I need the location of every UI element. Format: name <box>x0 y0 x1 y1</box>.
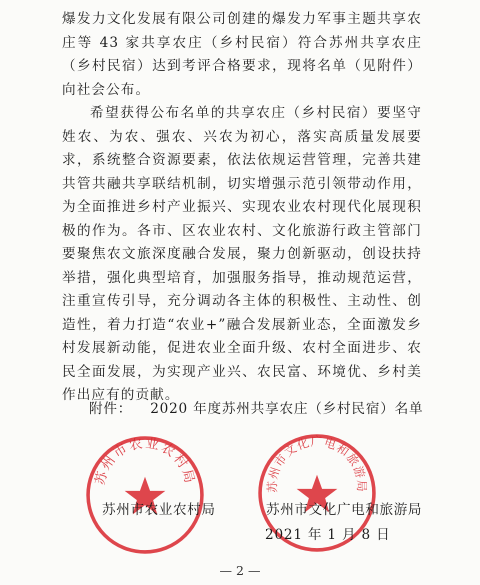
page-number: — 2 — <box>219 563 261 578</box>
svg-text:苏州市农业农村局: 苏州市农业农村局 <box>93 436 197 487</box>
attachment-line <box>89 397 423 417</box>
signature-culture-tourism-bureau: 苏州市文化广电和旅游局 <box>266 502 423 518</box>
notice-body <box>62 8 422 408</box>
attachment-title: 2020 年度苏州共享农庄（乡村民宿）名单 <box>150 401 424 417</box>
issue-date: 2021 年 1 月 8 日 <box>265 527 391 543</box>
svg-text:苏州市文化广电和旅游局: 苏州市文化广电和旅游局 <box>265 434 369 493</box>
attachment-label: 附件： <box>89 401 133 417</box>
paragraph-1: 爆发力文化发展有限公司创建的爆发力军事主题共享农庄等 43 家共享农庄（乡村民宿）符合苏州共享农庄（乡村民宿）达到考评合格要求，现将名单（见附件）向社会公布。 <box>62 11 422 98</box>
official-seal-agriculture <box>84 434 206 556</box>
paragraph-2: 希望获得公布名单的共享农庄（乡村民宿）要坚守姓农、为农、强农、兴农为初心，落实高质量发展要求，系统整合资源要素，依法依规运营管理，完善共建共管共融共享联结机制，切实增强示范引领带动作用，为全面推进乡村产业振兴、实现农业农村现代化展现积极的作为。各市、区农业农村、文化旅游行政主管部门要聚焦农文旅深度融合发展，聚力创新驱动，创设扶持举措，强化典型培育，加强服务指导，推动规范运营，注重宣传引导，充分调动各主体的积极性、主动性、创造性，着力打造“农业+”融合发展新业态，全面激发乡村发展新动能，促进农业全面升级、农村全面进步、农民全面发展，为实现产业兴、农民富、环境优、乡村美作出应有的贡献。 <box>62 105 422 403</box>
signature-agriculture-bureau: 苏州市农业农村局 <box>102 502 216 518</box>
